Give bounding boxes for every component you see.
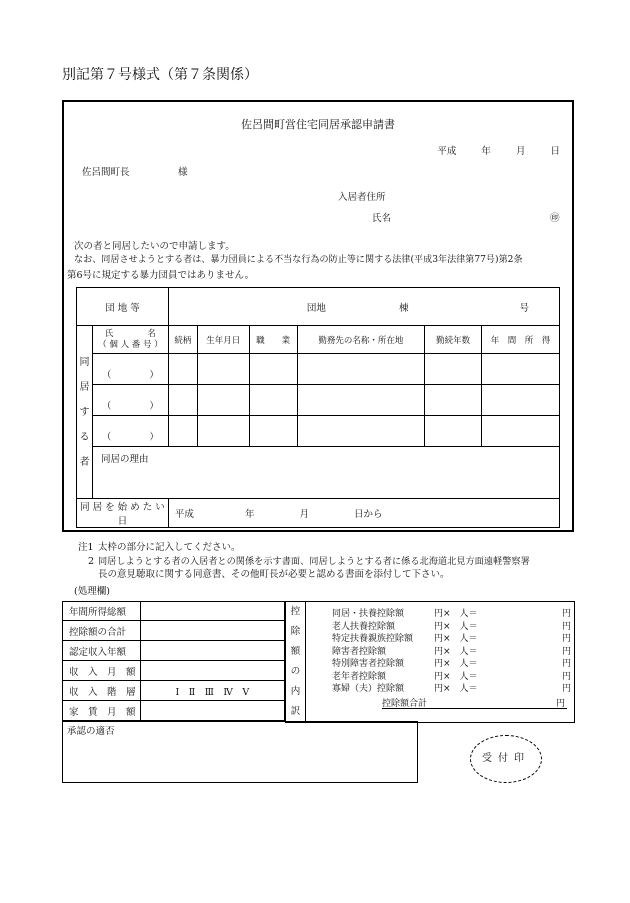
reason-label: 同居の理由 (100, 454, 149, 465)
go-text: 号 (519, 302, 529, 314)
start-month: 月 (299, 509, 309, 520)
name-label: 氏名 (372, 213, 392, 224)
date-era: 平成 (437, 146, 457, 157)
note-2-mark: 2 (88, 556, 95, 567)
deduction-row[interactable]: 同居・扶養控除額 円× 人＝ 円 (331, 609, 571, 619)
birth-cell[interactable] (197, 385, 249, 416)
row-label-income-level: 収 入 階 層 (63, 681, 141, 701)
note-1: 太枠の部分に記入してください。 (98, 542, 241, 553)
total-underline (382, 708, 567, 709)
approval-label: 承認の適否 (67, 726, 115, 737)
process-left-table (62, 601, 285, 721)
monthly-rent-field[interactable] (140, 701, 284, 721)
seal-icon: ㊞ (550, 213, 560, 224)
deduction-row[interactable]: 特別障害者控除額 円× 人＝ 円 (331, 659, 571, 669)
start-date-field[interactable] (168, 499, 559, 528)
certified-income-field[interactable] (140, 641, 284, 661)
header-years: 勤続年数 (425, 326, 482, 354)
deduction-total-field[interactable] (140, 621, 284, 641)
job-cell[interactable] (249, 385, 297, 416)
relation-cell[interactable] (168, 354, 197, 385)
income-level-field[interactable]: Ⅰ Ⅱ Ⅲ Ⅳ Ⅴ (140, 681, 284, 701)
start-from: 日から (354, 509, 383, 520)
danchi-label: 団 地 等 (77, 288, 169, 326)
note-2-line-2: 長の意見聴取に関する同意書、その他町長が必要と認める書面を添付して下さい。 (98, 569, 450, 580)
name-cell[interactable]: （ ） (92, 385, 168, 416)
work-cell[interactable] (297, 385, 425, 416)
row-label-monthly-rent: 家 賃 月 額 (63, 701, 141, 721)
header-work: 勤務先の名称・所在地 (297, 326, 425, 354)
danchi-field[interactable] (168, 288, 559, 326)
table-row (77, 416, 560, 447)
header-income: 年 間 所 得 (482, 326, 560, 354)
job-cell[interactable] (249, 416, 297, 447)
deduction-row[interactable]: 老年者控除額 円× 人＝ 円 (331, 671, 571, 682)
work-cell[interactable] (297, 354, 425, 385)
page-title: 佐呂間町営住宅同居承認申請書 (241, 118, 395, 131)
work-cell[interactable] (297, 416, 425, 447)
years-cell[interactable] (425, 416, 482, 447)
deduction-row[interactable]: 寡婦（夫）控除額 円× 人＝ 円 (331, 684, 571, 694)
start-date-label: 同 居 を 始 め た い 日 (77, 499, 169, 528)
address-label: 入居者住所 (338, 192, 386, 203)
deduction-row[interactable]: 特定扶養親族控除額 円× 人＝ 円 (331, 634, 571, 644)
to-text: 棟 (398, 302, 409, 314)
date-month: 月 (515, 146, 526, 157)
statement-line-2: なお、同居させようとする者は、暴力団員による不当な行為の防止等に関する法律(平成3年法律第77号)第2条 (74, 255, 523, 265)
name-cell[interactable]: （ ） (92, 354, 168, 385)
income-cell[interactable] (482, 354, 560, 385)
date-year: 年 (481, 146, 491, 157)
reason-field[interactable] (92, 447, 559, 499)
monthly-income-field[interactable] (140, 661, 284, 681)
table-row (77, 385, 560, 416)
deduction-row[interactable]: 障害者控除額 円× 人＝ 円 (331, 646, 571, 657)
header-relation: 続柄 (168, 326, 197, 354)
deduction-row[interactable]: 老人扶養控除額 円× 人＝ 円 (331, 621, 571, 632)
birth-cell[interactable] (197, 354, 249, 385)
danchi-text: 団地 (306, 302, 326, 314)
deduction-list (305, 602, 574, 723)
date-day: 日 (550, 146, 560, 157)
deduction-side-label: 控 除 額 の 内 訳 (286, 602, 306, 723)
annual-income-field[interactable] (140, 602, 284, 621)
reception-stamp: 受付印 (470, 735, 542, 783)
relation-cell[interactable] (168, 416, 197, 447)
birth-cell[interactable] (197, 416, 249, 447)
row-label-annual-income: 年間所得総額 (63, 602, 141, 621)
header-job: 職 業 (249, 326, 297, 354)
note-2-line-1: 同居しようとする者の入居者との関係を示す書面、同居しようとする者に係る北海道北見方面遠軽警察署 (98, 556, 530, 567)
header-birth: 生年月日 (197, 326, 249, 354)
addressee-sama: 様 (178, 167, 188, 178)
start-era: 平成 (174, 509, 194, 520)
addressee-name: 佐呂間町長 (82, 167, 130, 178)
years-cell[interactable] (425, 385, 482, 416)
row-label-deduction-total: 控除額の合計 (63, 621, 141, 641)
income-cell[interactable] (482, 385, 560, 416)
row-label-monthly-income: 収 入 月 額 (63, 661, 141, 681)
cohabitant-side-label: 同 居 す る 者 (77, 326, 93, 499)
years-cell[interactable] (425, 354, 482, 385)
table-row (77, 354, 560, 385)
deduction-total-row[interactable]: 控除額合計 円 (381, 698, 565, 709)
date-field[interactable] (437, 143, 560, 157)
note-1-mark: 注1 (78, 542, 94, 553)
deduction-breakdown-table (285, 601, 575, 723)
statement-line-3: 第6号に規定する暴力団員ではありません。 (67, 270, 255, 281)
start-year: 年 (244, 509, 255, 520)
process-label: (処理欄) (74, 586, 110, 597)
approval-box[interactable] (62, 721, 418, 783)
header-name: 氏 名 （ 個 人 番 号 ） (92, 326, 168, 354)
form-number-heading: 別記第７号様式（第７条関係） (62, 67, 258, 83)
job-cell[interactable] (249, 354, 297, 385)
name-cell[interactable]: （ ） (92, 416, 168, 447)
relation-cell[interactable] (168, 385, 197, 416)
row-label-certified-income: 認定収入年額 (63, 641, 141, 661)
income-cell[interactable] (482, 416, 560, 447)
cohabitant-table (76, 287, 560, 528)
statement-line-1: 次の者と同居したいので申請します。 (74, 241, 235, 252)
